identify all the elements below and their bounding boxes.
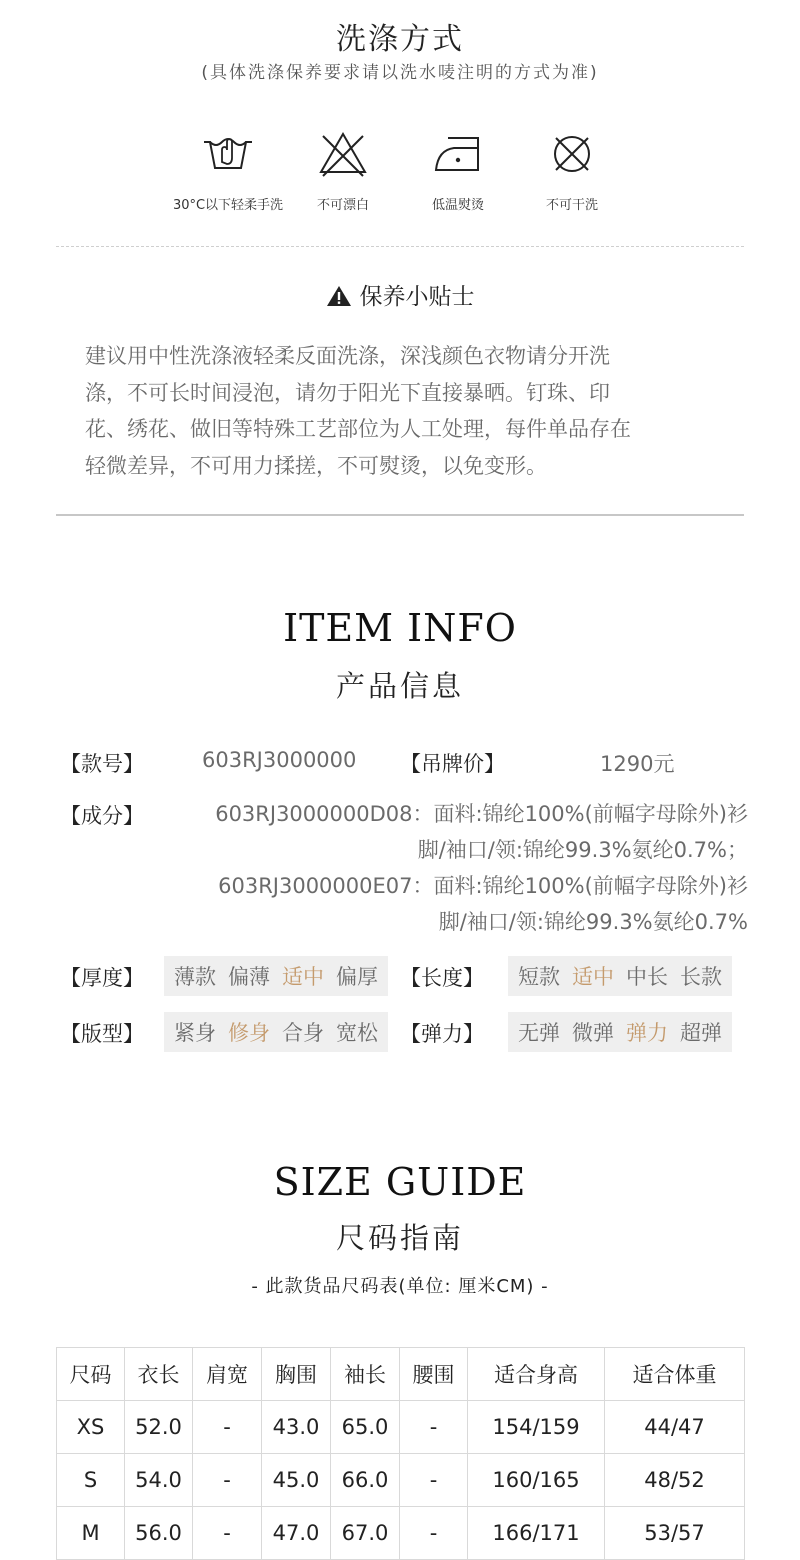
care-label-no-bleach: 不可漂白 [316, 198, 369, 213]
thickness-option: 偏厚 [336, 965, 378, 989]
length-option: 适中 [572, 965, 614, 989]
wash-subtitle: (具体洗涤保养要求请以洗水唛注明的方式为准) [201, 63, 599, 83]
table-cell: M [57, 1507, 125, 1560]
table-cell: S [57, 1454, 125, 1507]
care-item-no-dry-clean [502, 128, 642, 213]
composition-line: 603RJ3000000D08：面料:锦纶100%(前幅字母除外)衫 [215, 802, 748, 826]
table-header-cell: 腰围 [400, 1348, 468, 1401]
length-label: 【长度】 [400, 966, 484, 990]
fit-option: 修身 [228, 1021, 270, 1045]
section-divider [56, 514, 744, 516]
fit-options [164, 1012, 388, 1052]
stretch-option: 微弹 [572, 1021, 614, 1045]
table-row [57, 1454, 745, 1507]
tips-title: 保养小贴士 [359, 284, 475, 310]
length-option: 短款 [518, 965, 560, 989]
composition-line: 脚/袖口/领:锦纶99.3%氨纶0.7% [438, 910, 748, 934]
table-header-cell: 尺码 [57, 1348, 125, 1401]
table-cell: 67.0 [331, 1507, 400, 1560]
hand-wash-icon [200, 128, 256, 178]
table-header-cell: 袖长 [331, 1348, 400, 1401]
style-number-value: 603RJ3000000 [202, 748, 357, 772]
tips-line: 涤，不可长时间浸泡，请勿于阳光下直接暴晒。钉珠、印 [85, 380, 610, 405]
size-guide-title-en: SIZE GUIDE [273, 1160, 527, 1204]
care-label-no-dry-clean: 不可干洗 [545, 198, 598, 213]
stretch-option: 无弹 [518, 1021, 560, 1045]
no-bleach-icon [315, 128, 371, 178]
table-cell: XS [57, 1401, 125, 1454]
table-header-cell: 适合身高 [468, 1348, 605, 1401]
table-cell: 45.0 [262, 1454, 331, 1507]
care-label-hand-wash: 30°C以下轻柔手洗 [172, 198, 284, 213]
size-guide-note: - 此款货品尺码表(单位: 厘米CM) - [251, 1276, 549, 1297]
table-cell: - [193, 1507, 262, 1560]
table-cell: 47.0 [262, 1507, 331, 1560]
care-icons-row [0, 128, 800, 228]
table-cell: 154/159 [468, 1401, 605, 1454]
warning-icon [326, 285, 352, 307]
tips-heading [0, 278, 800, 311]
table-row [57, 1401, 745, 1454]
table-cell: 66.0 [331, 1454, 400, 1507]
care-label-low-iron: 低温熨烫 [431, 198, 484, 213]
size-guide-title-zh: 尺码指南 [335, 1221, 464, 1255]
fit-option: 宽松 [336, 1021, 378, 1045]
no-dry-clean-icon [544, 128, 600, 178]
table-cell: 43.0 [262, 1401, 331, 1454]
table-cell: 160/165 [468, 1454, 605, 1507]
table-cell: 56.0 [125, 1507, 193, 1560]
table-cell: 44/47 [605, 1401, 745, 1454]
tips-line: 轻微差异，不可用力揉搓，不可熨烫，以免变形。 [85, 453, 547, 478]
table-cell: - [193, 1401, 262, 1454]
size-table [56, 1347, 745, 1560]
composition-line: 603RJ3000000E07：面料:锦纶100%(前幅字母除外)衫 [218, 874, 748, 898]
stretch-options [508, 1012, 732, 1052]
composition-value [158, 796, 748, 940]
composition-line: 脚/袖口/领:锦纶99.3%氨纶0.7%； [417, 838, 748, 862]
tips-line: 建议用中性洗涤液轻柔反面洗涤，深浅颜色衣物请分开洗 [85, 344, 610, 368]
divider-dotted [56, 246, 744, 247]
tips-body [85, 338, 715, 484]
thickness-option: 偏薄 [228, 965, 270, 989]
stretch-option: 超弹 [680, 1021, 722, 1045]
table-cell: - [193, 1454, 262, 1507]
style-number-label: 【款号】 [60, 752, 144, 776]
table-header-cell: 肩宽 [193, 1348, 262, 1401]
thickness-option: 适中 [282, 965, 324, 989]
table-header-cell: 胸围 [262, 1348, 331, 1401]
wash-title: 洗涤方式 [336, 22, 464, 57]
table-cell: - [400, 1507, 468, 1560]
fit-option: 合身 [282, 1021, 324, 1045]
table-cell: - [400, 1454, 468, 1507]
length-option: 长款 [680, 965, 722, 989]
tag-price-label: 【吊牌价】 [400, 752, 505, 776]
tag-price-value: 1290元 [600, 752, 675, 776]
table-cell: 53/57 [605, 1507, 745, 1560]
stretch-label: 【弹力】 [400, 1022, 484, 1046]
thickness-option: 薄款 [174, 965, 216, 989]
table-row [57, 1507, 745, 1560]
composition-label: 【成分】 [60, 804, 144, 828]
thickness-label: 【厚度】 [60, 966, 144, 990]
length-option: 中长 [626, 965, 668, 989]
table-cell: 48/52 [605, 1454, 745, 1507]
table-header-cell: 适合体重 [605, 1348, 745, 1401]
table-header-cell: 衣长 [125, 1348, 193, 1401]
low-iron-icon [430, 128, 486, 178]
table-cell: 166/171 [468, 1507, 605, 1560]
fit-label: 【版型】 [60, 1022, 144, 1046]
table-cell: 52.0 [125, 1401, 193, 1454]
stretch-option: 弹力 [626, 1021, 668, 1045]
length-options [508, 956, 732, 996]
table-cell: 54.0 [125, 1454, 193, 1507]
item-info-title-en: ITEM INFO [283, 606, 517, 650]
thickness-options [164, 956, 388, 996]
table-cell: 65.0 [331, 1401, 400, 1454]
item-info-title-zh: 产品信息 [335, 669, 464, 703]
fit-option: 紧身 [174, 1021, 216, 1045]
table-cell: - [400, 1401, 468, 1454]
table-header-row [57, 1348, 745, 1401]
tips-line: 花、绣花、做旧等特殊工艺部位为人工处理，每件单品存在 [85, 417, 631, 441]
